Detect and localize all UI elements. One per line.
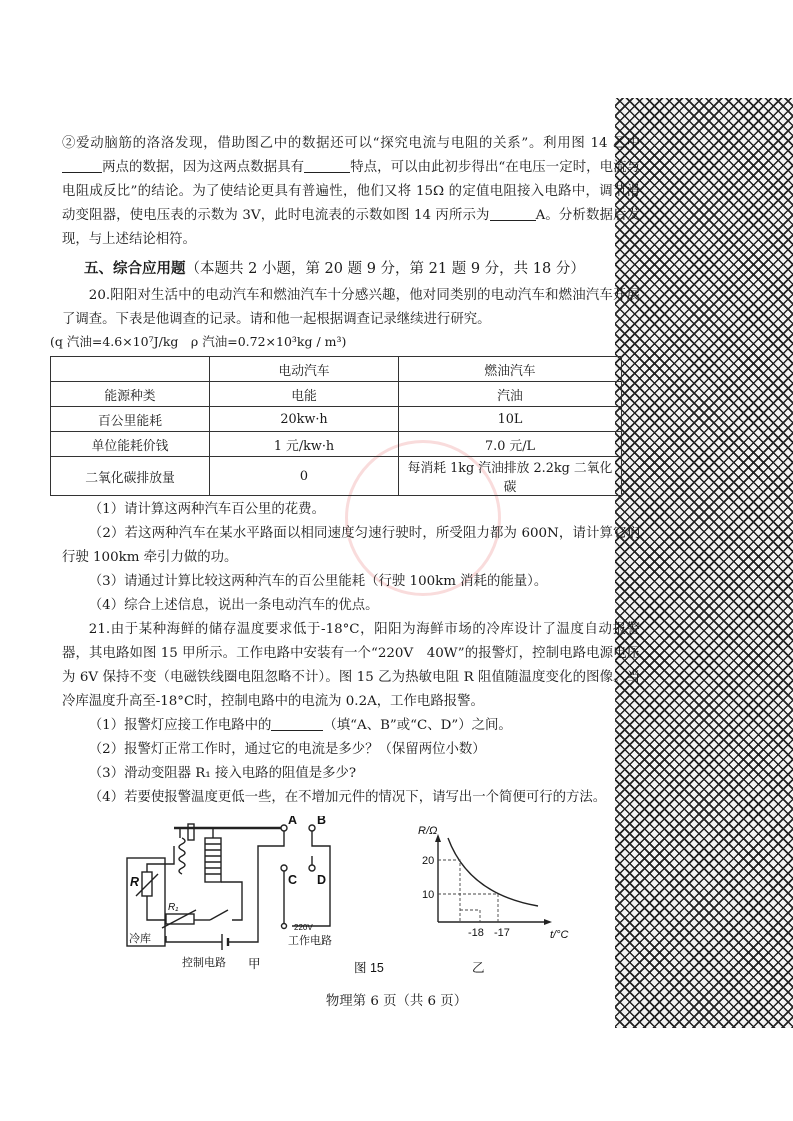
q20-constants: (q 汽油=4.6×10⁷J/kg ρ 汽油=0.72×10³kg / m³) <box>50 334 347 349</box>
answer-blank[interactable] <box>304 157 350 173</box>
figure-15 <box>62 816 640 976</box>
thermistor-icon <box>142 872 152 896</box>
label-d: D <box>317 873 327 887</box>
thermistor-curve <box>448 838 538 906</box>
label-r: R <box>130 875 140 889</box>
tick-20: 20 <box>422 855 435 867</box>
label-cold-storage: 冷库 <box>129 933 151 945</box>
tick-minus-17: -17 <box>494 927 510 939</box>
q20-item-2: （2）若这两种汽车在某水平路面以相同速度匀速行驶时，所受阻力都为 600N，请计算它们行驶 100km 牵引力做的功。 <box>62 526 640 565</box>
table-row: 百公里能耗 20kw·h 10L <box>51 407 622 432</box>
subfigure-label-b: 乙 <box>472 961 485 975</box>
q21-item-2: （2）报警灯正常工作时，通过它的电流是多少？（保留两位小数） <box>88 742 486 757</box>
r-t-graph <box>418 825 569 941</box>
section-title: 五、综合应用题（本题共 2 小题，第 20 题 9 分，第 21 题 9 分，共 18 分） <box>84 260 585 277</box>
tick-10: 10 <box>422 889 435 901</box>
figure-15-svg <box>62 816 640 976</box>
answer-blank[interactable] <box>62 157 102 173</box>
label-control-circuit: 控制电路 <box>182 957 226 969</box>
figure-caption: 图 15 <box>354 961 384 975</box>
exam-content <box>50 132 640 976</box>
q21-item-4: （4）若要使报警温度更低一些，在不增加元件的情况下，请写出一个简便可行的方法。 <box>88 790 607 805</box>
answer-blank[interactable] <box>490 205 536 221</box>
q21-intro: 21.由于某种海鲜的储存温度要求低于-18°C，阳阳为海鲜市场的冷库设计了温度自动报警器，其电路如图 15 甲所示。工作电路中安装有一个“220V 40W”的报警灯，控制电路电源电压为 6V 保持不变（电磁铁线圈电阻忽略不计）。图 15 乙为热敏电阻 R 阻值随温度变化的图像。当冷库温度升高至-18°C时，控制电路中的电流为 0.2A，工作电路报警。 <box>62 622 640 709</box>
q21-item-3: （3）滑动变阻器 R₁ 接入电路的阻值是多少? <box>88 766 357 781</box>
label-work-circuit: 工作电路 <box>288 935 332 947</box>
page-footer: 物理第 6 页（共 6 页） <box>325 994 468 1009</box>
q20-item-3: （3）请通过计算比较这两种汽车的百公里能耗（行驶 100km 消耗的能量）。 <box>88 574 548 589</box>
survey-table <box>50 356 622 496</box>
guide-lines <box>438 860 498 922</box>
label-b: B <box>317 816 327 827</box>
table-header-row: 电动汽车 燃油汽车 <box>51 357 622 382</box>
x-axis-label: t/°C <box>550 929 569 941</box>
table-row: 单位能耗价钱 1 元/kw·h 7.0 元/L <box>51 432 622 457</box>
q20-item-1: （1）请计算这两种汽车百公里的花费。 <box>88 502 325 517</box>
y-axis-label: R/Ω <box>418 825 438 837</box>
q21-item-1: （1）报警灯应接工作电路中的 （填“A、B”或“C、D”）之间。 <box>62 714 640 738</box>
answer-blank[interactable] <box>271 715 323 731</box>
label-c: C <box>288 873 298 887</box>
q20-intro: 20.阳阳对生活中的电动汽车和燃油汽车十分感兴趣，他对同类别的电动汽车和燃油汽车开展了调查。下表是他调查的记录。请和他一起根据调查记录继续进行研究。 <box>62 288 640 327</box>
label-220v: 220V <box>294 923 313 932</box>
label-r1: R₁ <box>168 902 179 913</box>
table-row: 能源种类 电能 汽油 <box>51 382 622 407</box>
paragraph-q19-2: ②爱动脑筋的洛洛发现，借助图乙中的数据还可以“探究电流与电阻的关系”。利用图 14 乙中两点的数据，因为这两点数据具有 特点，可以由此初步得出“在电压一定时，电流与电阻成反比”的结论。为了使结论更具有普遍性，他们又将 15Ω 的定值电阻接入电路中，调节滑动变阻器，使电压表的示数为 3V，此时电流表的示数如图 14 丙所示为 A。分析数据后发现，与上述结论相符。 <box>62 136 640 247</box>
decorative-hatch-border <box>615 98 793 1028</box>
label-a: A <box>288 816 298 827</box>
table-row: 二氧化碳排放量 0 每消耗 1kg 汽油排放 2.2kg 二氧化碳 <box>51 457 622 496</box>
subfigure-label-a: 甲 <box>248 957 261 971</box>
q20-item-4: （4）综合上述信息，说出一条电动汽车的优点。 <box>88 598 379 613</box>
tick-minus-18: -18 <box>468 927 484 939</box>
